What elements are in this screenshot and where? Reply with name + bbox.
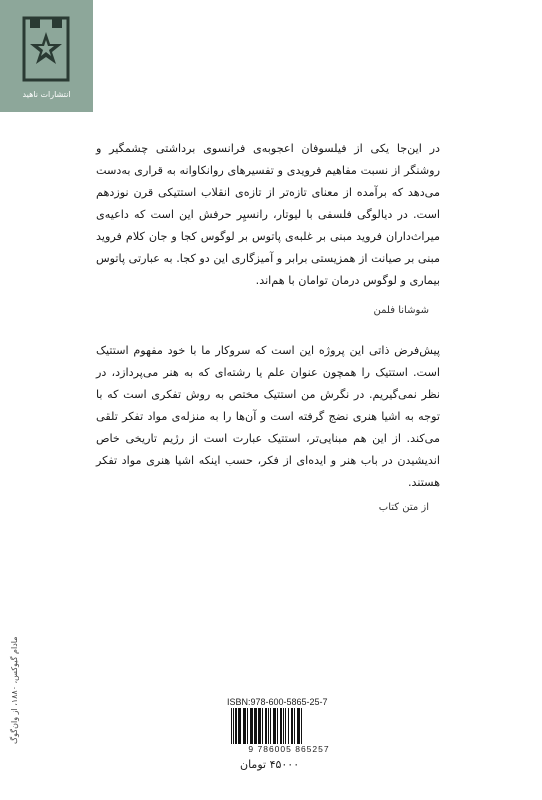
barcode-bar: [245, 708, 246, 746]
barcode-bar: [258, 708, 260, 746]
barcode-bar: [260, 708, 261, 746]
barcode-bar: [288, 708, 289, 746]
barcode-bar: [247, 708, 248, 746]
publisher-name: انتشارات ناهید: [22, 90, 71, 99]
publisher-star-emblem-icon: [22, 16, 70, 84]
excerpt-2-attribution: از متن کتاب: [378, 502, 429, 513]
barcode-bar: [254, 708, 256, 746]
barcode-bar: [256, 708, 257, 746]
barcode-bar: [240, 708, 241, 746]
barcode-number: 9 786005 865257: [227, 744, 351, 754]
cover-image-caption: مادام گیوکس، ۱۸۸۰، از وان‌گوگ: [10, 636, 19, 744]
barcode-bar: [238, 708, 240, 746]
barcode-bar: [275, 708, 276, 746]
barcode-bar: [283, 708, 284, 746]
publisher-logo: [0, 0, 93, 112]
barcode-bar: [273, 708, 275, 746]
excerpt-2-text: پیش‌فرض ذاتی این پروژه این است که سروکار ما با خود مفهوم استتیک است. استتیک را همچون عنوان علم یا رشته‌ای که به هنر می‌پردازد، در نظر نمی‌گیریم. در نگرش من استتیک مختص به روش تفکری است که با توجه به اشیا هنری نضج گرفته است و آن‌ها را به منزله‌ی مواد تفکر تلقی می‌کند. از این هم مبنایی‌تر، استتیک عبارت است از رژیم تاریخی خاص اندیشیدن در باب هنر و ایده‌ای از فکر، حسب اینکه اشیا هنری مواد تفکر هستند.: [96, 344, 440, 489]
barcode-bar: [277, 708, 278, 746]
barcode-bar: [262, 708, 263, 746]
price-label: ۴۵۰۰۰ تومان: [240, 758, 300, 771]
barcode-bar: [265, 708, 267, 746]
excerpt-1-text: در این‌جا یکی از فیلسوفان اعجوبه‌ی فرانسوی برداشتی چشمگیر و روشنگر از نسبت مفاهیم فرویدی و تفسیرهای روانکاوانه به قراری به‌دست می‌دهد که برآمده از معنای تازه‌تر از تازه‌ی انقلاب استتیکی قرن نوزدهم است. در دیالوگی فلسفی با لیوتار، رانسیِر حرفش این است که داعیه‌ی میراث‌داران فروید مبنی بر غلبه‌ی پاتوس بر لوگوس کجا و جان کلام فروید مبنی بر صیانت از همزیستی برابر و آمیزگاری این دو کجا. به عبارتی پاتوس بیماری و لوگوس درمان توامان با هم‌اند.: [96, 142, 440, 287]
barcode-bar: [270, 708, 271, 746]
barcode-bar: [250, 708, 252, 746]
barcode-bar: [301, 708, 302, 746]
barcode-bar: [268, 708, 269, 746]
barcode-bar: [243, 708, 245, 746]
barcode-bar: [297, 708, 299, 746]
barcode-bar: [280, 708, 282, 746]
barcode-bar: [231, 708, 232, 746]
barcode-bar: [285, 708, 286, 746]
barcode-bar: [235, 708, 237, 746]
isbn-label: ISBN:978-600-5865-25-7: [227, 697, 328, 707]
barcode-bar: [233, 708, 234, 746]
barcode-bar: [291, 708, 293, 746]
barcode-bar: [299, 708, 300, 746]
barcode-bar: [294, 708, 295, 746]
barcode-bar: [252, 708, 253, 746]
excerpt-1-attribution: شوشانا فلمن: [373, 305, 429, 316]
